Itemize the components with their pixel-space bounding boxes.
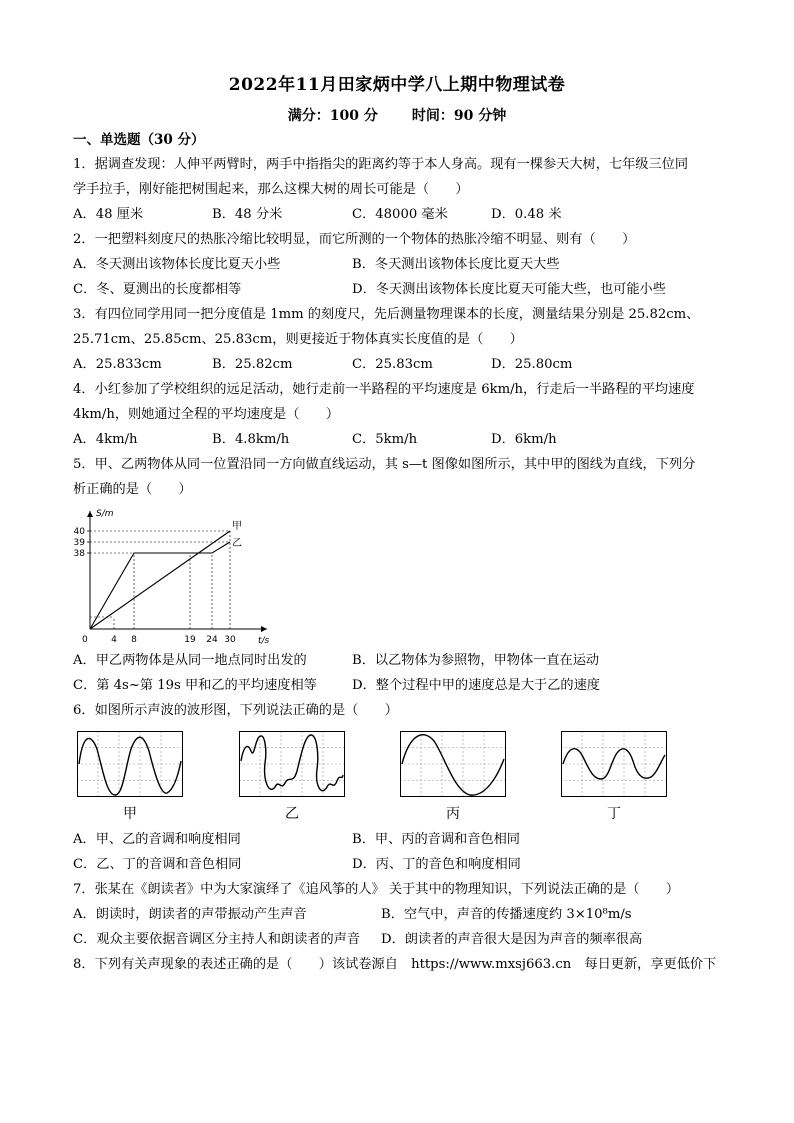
x-axis-label: t/s bbox=[258, 636, 270, 645]
y-tick-label-40: 40 bbox=[73, 527, 85, 537]
q7-option-d: D．朗读者的声音很大是因为声音的频率很高 bbox=[381, 932, 643, 947]
q5-option-a: A．甲乙两物体是从同一地点同时出发的 bbox=[73, 653, 307, 668]
y-axis-label: S/m bbox=[96, 509, 114, 519]
waveform-label-ding: 丁 bbox=[607, 806, 621, 822]
q4-option-d: D．6km/h bbox=[491, 432, 557, 447]
x-tick-label-4: 4 bbox=[111, 635, 117, 645]
x-axis-arrow bbox=[261, 626, 267, 632]
q5-option-b: B．以乙物体为参照物，甲物体一直在运动 bbox=[352, 653, 600, 668]
series-line-jia bbox=[90, 531, 230, 629]
q2-text-1: 2．一把塑料刻度尺的热胀冷缩比较明显，而它所测的一个物体的热胀冷缩不明显、则有（ ） bbox=[73, 232, 636, 247]
y-axis-arrow bbox=[87, 511, 93, 517]
q2-option-b: B．冬天测出该物体长度比夏天大些 bbox=[352, 257, 560, 272]
waveform-jia bbox=[77, 731, 183, 797]
q3-option-b: B．25.82cm bbox=[212, 357, 293, 372]
q2-option-d: D．冬天测出该物体长度比夏天可能大些，也可能小些 bbox=[352, 282, 666, 297]
q7-option-a: A．朗读时，朗读者的声带振动产生声音 bbox=[73, 907, 307, 922]
q1-text-2: 学手拉手，刚好能把树围起来，那么这棵大树的周长可能是（ ） bbox=[73, 182, 469, 197]
y-tick-label-38: 38 bbox=[73, 549, 85, 559]
waveform-label-yi: 乙 bbox=[285, 806, 299, 822]
q6-option-a: A．甲、乙的音调和响度相同 bbox=[73, 832, 241, 847]
x-tick-label-24: 24 bbox=[206, 635, 218, 645]
q5-option-d: D．整个过程中甲的速度总是大于乙的速度 bbox=[352, 678, 600, 693]
q3-option-d: D．25.80cm bbox=[491, 357, 573, 372]
q7-option-c: C．观众主要依据音调区分主持人和朗读者的声音 bbox=[73, 932, 361, 947]
waveform-bing bbox=[400, 731, 506, 797]
q4-text-2: 4km/h，则她通过全程的平均速度是（ ） bbox=[73, 407, 340, 422]
x-tick-label-19: 19 bbox=[184, 635, 196, 645]
q7-text-1: 7．张某在《朗读者》中为大家演绎了《追风筝的人》 关于其中的物理知识，下列说法正确的是（ ） bbox=[73, 882, 680, 897]
q6-option-b: B．甲、丙的音调和音色相同 bbox=[352, 832, 520, 847]
x-tick-label-30: 30 bbox=[224, 635, 236, 645]
q5-text-2: 析正确的是（ ） bbox=[73, 482, 192, 497]
waveform-yi bbox=[239, 731, 345, 797]
origin-label: 0 bbox=[82, 635, 88, 645]
waveform-label-bing: 丙 bbox=[446, 806, 460, 822]
waveform-ding bbox=[561, 731, 667, 797]
q3-text-2: 25.71cm、25.85cm、25.83cm，则更接近于物体真实长度值的是（ ） bbox=[73, 332, 523, 347]
q1-option-b: B．48 分米 bbox=[212, 207, 283, 222]
q1-option-a: A．48 厘米 bbox=[73, 207, 144, 222]
q2-option-c: C．冬、夏测出的长度都相等 bbox=[73, 282, 242, 297]
section-heading: 一、单选题（30 分） bbox=[73, 132, 205, 148]
waveform-label-jia: 甲 bbox=[123, 806, 137, 822]
q4-option-a: A．4km/h bbox=[73, 432, 138, 447]
q1-option-c: C．48000 毫米 bbox=[352, 207, 448, 222]
q3-text-1: 3．有四位同学用同一把分度值是 1mm 的刻度尺，先后测量物理课本的长度，测量结果分别是 25.82cm、 bbox=[73, 307, 700, 322]
q4-text-1: 4．小红参加了学校组织的远足活动，她行走前一半路程的平均速度是 6km/h，行走后一半路程的平均速度 bbox=[73, 382, 695, 397]
s-t-graph bbox=[72, 505, 272, 645]
exam-title: 2022年11月田家炳中学八上期中物理试卷 bbox=[228, 75, 566, 95]
q1-text-1: 1．据调查发现：人伸平两臂时，两手中指指尖的距离约等于本人身高。现有一棵参天大树，七年级三位同 bbox=[73, 157, 689, 172]
series-label-jia: 甲 bbox=[232, 521, 242, 532]
exam-time: 时间：90 分钟 bbox=[411, 108, 507, 124]
q4-option-c: C．5km/h bbox=[352, 432, 418, 447]
q6-option-c: C．乙、丁的音调和音色相同 bbox=[73, 857, 242, 872]
q3-option-c: C．25.83cm bbox=[352, 357, 433, 372]
x-tick-label-8: 8 bbox=[131, 635, 137, 645]
exam-meta bbox=[0, 105, 794, 125]
series-label-yi: 乙 bbox=[232, 538, 242, 549]
q1-option-d: D．0.48 米 bbox=[491, 207, 562, 222]
q7-option-b: B．空气中，声音的传播速度约 3×10⁸m/s bbox=[381, 907, 632, 922]
q4-option-b: B．4.8km/h bbox=[212, 432, 290, 447]
q8-text-1: 8．下列有关声现象的表述正确的是（ ）该试卷源自 https://www.mxsj663.cn 每日更新，享更低价下 bbox=[73, 957, 717, 972]
q3-option-a: A．25.833cm bbox=[73, 357, 162, 372]
q5-text-1: 5．甲、乙两物体从同一位置沿同一方向做直线运动，其 s—t 图像如图所示，其中甲的图线为直线，下列分 bbox=[73, 457, 696, 472]
q6-text-1: 6．如图所示声波的波形图，下列说法正确的是（ ） bbox=[73, 703, 398, 718]
q2-option-a: A．冬天测出该物体长度比夏天小些 bbox=[73, 257, 281, 272]
full-score: 满分：100 分 bbox=[287, 108, 378, 124]
y-tick-label-39: 39 bbox=[73, 538, 85, 548]
q5-option-c: C．第 4s~第 19s 甲和乙的平均速度相等 bbox=[73, 678, 317, 693]
q6-option-d: D．丙、丁的音色和响度相同 bbox=[352, 857, 521, 872]
series-line-yi bbox=[90, 542, 230, 629]
